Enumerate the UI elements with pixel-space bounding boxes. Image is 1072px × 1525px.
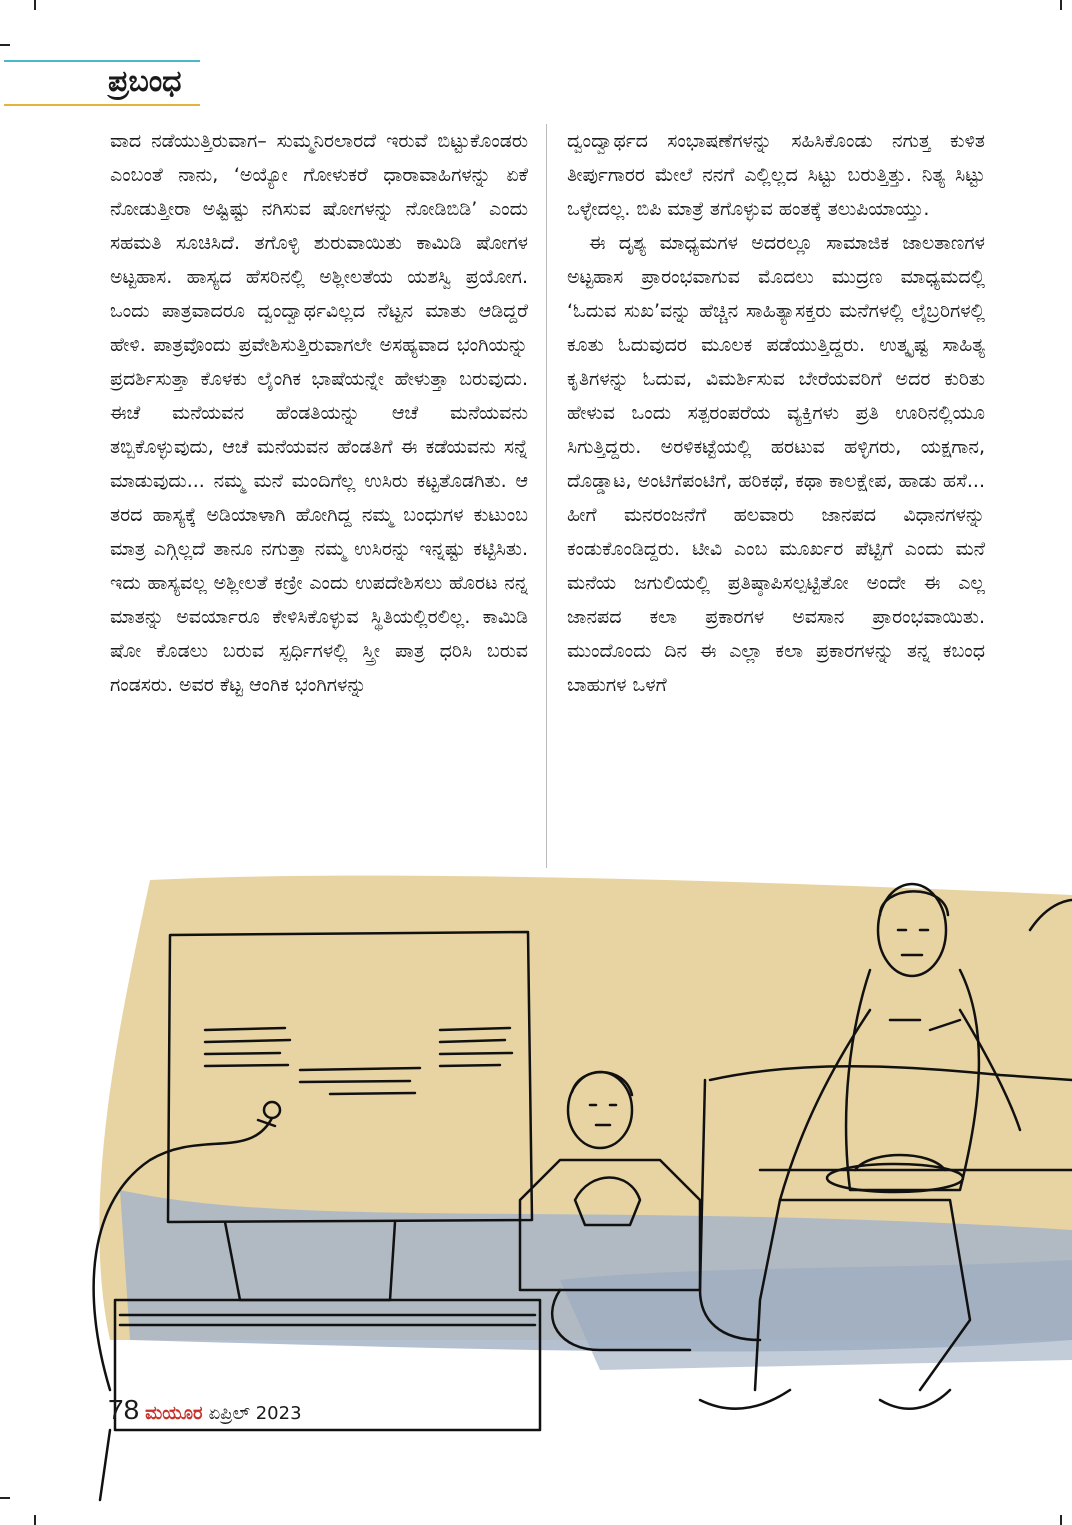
crop-mark: [34, 0, 36, 10]
section-rule-bottom: [4, 104, 200, 106]
paragraph: ವಾದ ನಡೆಯುತ್ತಿರುವಾಗ– ಸುಮ್ಮನಿರಲಾರದೆ ಇರುವೆ ಬಿಟ್ಟುಕೊಂಡರು ಎಂಬಂತೆ ನಾನು, ‘ಅಯ್ಯೋ ಗೋಳುಕರೆ ಧಾರಾವಾಹಿಗಳನ್ನು ಏಕೆ ನೋಡುತ್ತೀರಾ ಅಷ್ಟಿಷ್ಟು ನಗಿಸುವ ಷೋಗಳನ್ನು ನೋಡಿಬಿಡಿ’ ಎಂದು ಸಹಮತಿ ಸೂಚಿಸಿದೆ. ತಗೊಳ್ಳಿ ಶುರುವಾಯಿತು ಕಾಮಿಡಿ ಷೋಗಳ ಅಟ್ಟಹಾಸ. ಹಾಸ್ಯದ ಹೆಸರಿನಲ್ಲಿ ಅಶ್ಲೀಲತೆಯ ಯಶಸ್ವಿ ಪ್ರಯೋಗ. ಒಂದು ಪಾತ್ರವಾದರೂ ದ್ವಂದ್ವಾರ್ಥವಿಲ್ಲದ ನೆಟ್ಟನ ಮಾತು ಆಡಿದ್ದರೆ ಹೇಳಿ. ಪಾತ್ರವೊಂದು ಪ್ರವೇಶಿಸುತ್ತಿರುವಾಗಲೇ ಅಸಹ್ಯವಾದ ಭಂಗಿಯನ್ನು ಪ್ರದರ್ಶಿಸುತ್ತಾ ಕೊಳಕು ಲೈಂಗಿಕ ಭಾಷೆಯನ್ನೇ ಹೇಳುತ್ತಾ ಬರುವುದು. ಈಚೆ ಮನೆಯವನ ಹೆಂಡತಿಯನ್ನು ಆಚೆ ಮನೆಯವನು ತಬ್ಬಿಕೊಳ್ಳುವುದು, ಆಚೆ ಮನೆಯವನ ಹೆಂಡತಿಗೆ ಈ ಕಡೆಯವನು ಸನ್ನೆ ಮಾಡುವುದು... ನಮ್ಮ ಮನೆ ಮಂದಿಗೆಲ್ಲ ಉಸಿರು ಕಟ್ಟತೊಡಗಿತು. ಆ ತರದ ಹಾಸ್ಯಕ್ಕೆ ಅಡಿಯಾಳಾಗಿ ಹೋಗಿದ್ದ ನಮ್ಮ ಬಂಧುಗಳ ಕುಟುಂಬ ಮಾತ್ರ ಎಗ್ಗಿಲ್ಲದೆ ತಾನೂ ನಗುತ್ತಾ ನಮ್ಮ ಉಸಿರನ್ನು ಇನ್ನಷ್ಟು ಕಟ್ಟಿಸಿತು. ಇದು ಹಾಸ್ಯವಲ್ಲ ಅಶ್ಲೀಲತೆ ಕಣ್ರೀ ಎಂದು ಉಪದೇಶಿಸಲು ಹೊರಟ ನನ್ನ ಮಾತನ್ನು ಅವರ್ಯಾರೂ ಕೇಳಿಸಿಕೊಳ್ಳುವ ಸ್ಥಿತಿಯಲ್ಲಿರಲಿಲ್ಲ. ಕಾಮಿಡಿ ಷೋ ಕೊಡಲು ಬರುವ ಸ್ಪರ್ಧಿಗಳಲ್ಲಿ ಸ್ತ್ರೀ ಪಾತ್ರ ಧರಿಸಿ ಬರುವ ಗಂಡಸರು. ಅವರ ಕೆಟ್ಟ ಆಂಗಿಕ ಭಂಗಿಗಳನ್ನು: [110, 130, 528, 696]
crop-mark: [1060, 0, 1062, 10]
page-number: 78: [108, 1394, 140, 1425]
illustration: [0, 870, 1072, 1525]
column-divider: [546, 124, 547, 868]
article-column-right: [567, 124, 985, 868]
section-rule-top: [4, 60, 200, 62]
issue-date: ಏಪ್ರಿಲ್ 2023: [208, 1403, 302, 1424]
magazine-name: ಮಯೂರ: [145, 1403, 203, 1424]
page-footer: [108, 1394, 302, 1426]
paragraph: ದ್ವಂದ್ವಾರ್ಥದ ಸಂಭಾಷಣೆಗಳನ್ನು ಸಹಿಸಿಕೊಂಡು ನಗುತ್ತ ಕುಳಿತ ತೀರ್ಪುಗಾರರ ಮೇಲೆ ನನಗೆ ಎಲ್ಲಿಲ್ಲದ ಸಿಟ್ಟು ಬರುತ್ತಿತ್ತು. ನಿತ್ಯ ಸಿಟ್ಟು ಒಳ್ಳೇದಲ್ಲ. ಬಿಪಿ ಮಾತ್ರೆ ತಗೊಳ್ಳುವ ಹಂತಕ್ಕೆ ತಲುಪಿಯಾಯ್ತು.: [567, 130, 985, 220]
crop-mark: [0, 44, 10, 46]
section-title: ಪ್ರಬಂಧ: [108, 64, 182, 99]
blue-wash: [560, 1260, 1072, 1370]
paragraph: ಈ ದೃಶ್ಯ ಮಾಧ್ಯಮಗಳ ಅದರಲ್ಲೂ ಸಾಮಾಜಿಕ ಜಾಲತಾಣಗಳ ಅಟ್ಟಹಾಸ ಪ್ರಾರಂಭವಾಗುವ ಮೊದಲು ಮುದ್ರಣ ಮಾಧ್ಯಮದಲ್ಲಿ ‘ಓದುವ ಸುಖ’ವನ್ನು ಹೆಚ್ಚಿನ ಸಾಹಿತ್ಯಾಸಕ್ತರು ಮನೆಗಳಲ್ಲಿ ಲೈಬ್ರರಿಗಳಲ್ಲಿ ಕೂತು ಓದುವುದರ ಮೂಲಕ ಪಡೆಯುತ್ತಿದ್ದರು. ಉತ್ಕೃಷ್ಟ ಸಾಹಿತ್ಯ ಕೃತಿಗಳನ್ನು ಓದುವ, ವಿಮರ್ಶಿಸುವ ಬೇರೆಯವರಿಗೆ ಅದರ ಕುರಿತು ಹೇಳುವ ಒಂದು ಸತ್ಪರಂಪರೆಯ ವ್ಯಕ್ತಿಗಳು ಪ್ರತಿ ಊರಿನಲ್ಲಿಯೂ ಸಿಗುತ್ತಿದ್ದರು. ಅರಳಿಕಟ್ಟೆಯಲ್ಲಿ ಹರಟುವ ಹಳ್ಳಿಗರು, ಯಕ್ಷಗಾನ, ದೊಡ್ಡಾಟ, ಅಂಟಿಗೆಪಂಟಿಗೆ, ಹರಿಕಥೆ, ಕಥಾ ಕಾಲಕ್ಷೇಪ, ಹಾಡು ಹಸೆ... ಹೀಗೆ ಮನರಂಜನೆಗೆ ಹಲವಾರು ಜಾನಪದ ವಿಧಾನಗಳನ್ನು ಕಂಡುಕೊಂಡಿದ್ದರು. ಟೀವಿ ಎಂಬ ಮೂರ್ಖರ ಪೆಟ್ಟಿಗೆ ಎಂದು ಮನೆ ಮನೆಯ ಜಗುಲಿಯಲ್ಲಿ ಪ್ರತಿಷ್ಠಾಪಿಸಲ್ಪಟ್ಟಿತೋ ಅಂದೇ ಈ ಎಲ್ಲ ಜಾನಪದ ಕಲಾ ಪ್ರಕಾರಗಳ ಅವಸಾನ ಪ್ರಾರಂಭವಾಯಿತು. ಮುಂದೊಂದು ದಿನ ಈ ಎಲ್ಲಾ ಕಲಾ ಪ್ರಕಾರಗಳನ್ನು ತನ್ನ ಕಬಂಧ ಬಾಹುಗಳ ಒಳಗೆ: [567, 232, 985, 696]
article-column-left: [110, 124, 528, 868]
